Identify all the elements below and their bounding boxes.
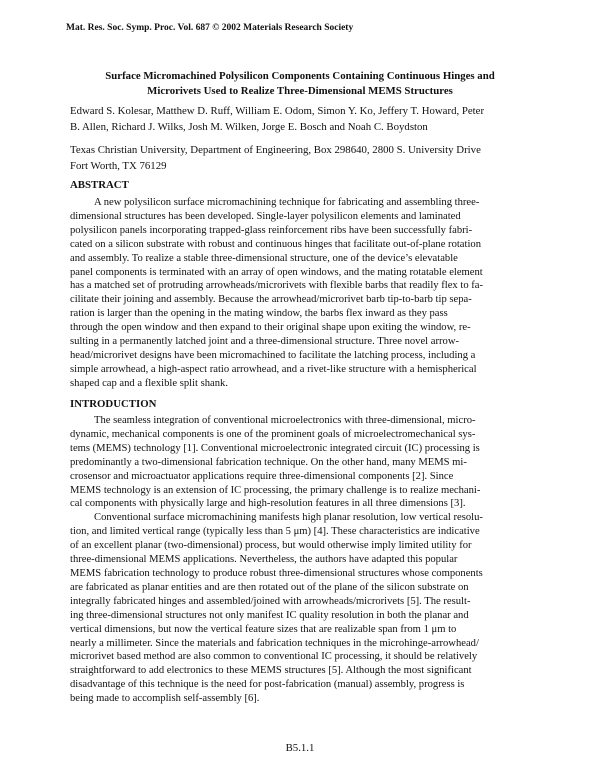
text-line: MEMS fabrication technology to produce robust three-dimensional structures whose components	[70, 567, 483, 579]
abstract-body	[70, 196, 534, 391]
affiliation-line: Fort Worth, TX 76129	[70, 159, 167, 172]
text-line: Conventional surface micromachining manifests high planar resolution, low vertical resolu-	[94, 512, 483, 524]
text-line: of an excellent planar (two-dimensional) process, but would otherwise imply limited utility for	[70, 540, 472, 552]
introduction-heading: INTRODUCTION	[70, 398, 157, 410]
text-line: The seamless integration of conventional microelectronics with three-dimensional, micro-	[94, 415, 476, 426]
page-number: B5.1.1	[285, 742, 315, 754]
text-line: A new polysilicon surface micromachining technique for fabricating and assembling three-	[94, 197, 480, 208]
text-line: vertical dimensions, but now the vertical feature sizes that are realizable span from 1 μm to	[70, 623, 457, 635]
text-line: ration is larger than the opening in the mating window, the barbs flex inward as they pass	[70, 308, 448, 320]
title-line: Microrivets Used to Realize Three-Dimensional MEMS Structures	[147, 84, 453, 97]
author-list	[70, 104, 530, 135]
text-line: are fabricated as planar entities and are then rotated out of the plane of the silicon substrate on	[70, 581, 469, 593]
text-line: panel components is terminated with an array of open windows, and the mating rotatable element	[70, 266, 483, 278]
text-line: crosensor and microactuator applications require three-dimensional components [2]. Since	[70, 470, 454, 482]
text-line: sulting in a permanently latched joint and a three-dimensional structure. Three novel arrow-	[70, 336, 459, 348]
text-line: nearly a millimeter. Since the materials and fabrication techniques in the microhinge-arrowhead/	[70, 637, 479, 649]
text-line: shaped cap and a flexible split shank.	[70, 377, 228, 389]
text-line: cated on a silicon substrate with robust and continuous hinges that facilitate out-of-plane rotation	[70, 238, 481, 250]
text-line: cilitate their joining and assembly. Because the arrowhead/microrivet barb tip-to-barb tip sepa-	[70, 294, 472, 306]
author-line: B. Allen, Richard J. Wilks, Josh M. Wilken, Jorge E. Bosch and Noah C. Boydston	[70, 120, 428, 133]
text-line: predominantly a two-dimensional fabrication technique. On the other hand, many MEMS mi-	[70, 456, 467, 468]
text-line: integrally fabricated hinges and assembled/joined with arrowheads/microrivets [5]. The result-	[70, 595, 471, 607]
text-line: polysilicon panels incorporating trapped-glass reinforcement ribs have been successfully fabri-	[70, 224, 473, 236]
affiliation-line: Texas Christian University, Department of Engineering, Box 298640, 2800 S. University Drive	[70, 144, 481, 156]
text-line: three-dimensional MEMS applications. Nevertheless, the authors have adapted this popular	[70, 554, 458, 566]
text-line: dynamic, mechanical components is one of the prominent goals of microelectromechanical sys-	[70, 428, 476, 440]
author-line: Edward S. Kolesar, Matthew D. Ruff, William E. Odom, Simon Y. Ko, Jeffery T. Howard, Peter	[70, 105, 485, 117]
title-line: Surface Micromachined Polysilicon Components Containing Continuous Hinges and	[105, 70, 495, 82]
text-line: straightforward to add electronics to these MEMS structures [5]. Although the most significant	[70, 665, 472, 677]
text-line: has a matched set of protruding arrowheads/microrivets with flexible barbs that readily flex to fa-	[70, 280, 484, 292]
text-line: tems (MEMS) technology [1]. Conventional microelectronic integrated circuit (IC) processing is	[70, 442, 480, 454]
text-line: through the open window and then expand to their original shape upon exiting the window, re-	[70, 322, 471, 334]
text-line: and assembly. To realize a stable three-dimensional structure, one of the device’s elevatable	[70, 252, 458, 264]
text-line: microrivet based method are also common to conventional IC processing, it should be relatively	[70, 651, 478, 663]
running-head: Mat. Res. Soc. Symp. Proc. Vol. 687 © 2002 Materials Research Society	[66, 23, 354, 33]
text-line: being made to accomplish self-assembly [6].	[70, 693, 260, 705]
text-line: simple arrowhead, a high-aspect ratio arrowhead, and a rivet-like structure with a hemispherical	[70, 363, 477, 375]
text-line: ing three-dimensional structures not only manifest IC quality resolution in both the planar and	[70, 609, 469, 621]
text-line: disadvantage of this technique is the need for post-fabrication (manual) assembly, progress is	[70, 679, 465, 691]
affiliation	[70, 143, 530, 174]
paper-title	[70, 69, 530, 98]
abstract-heading: ABSTRACT	[70, 179, 129, 191]
introduction-body	[70, 414, 534, 706]
text-line: dimensional structures has been developed. Single-layer polysilicon elements and laminated	[70, 210, 461, 222]
text-line: tion, and limited vertical range (typically less than 5 μm) [4]. These characteristics are indicative	[70, 526, 480, 538]
text-line: head/microrivet designs have been micromachined to facilitate the latching process, including a	[70, 349, 476, 361]
text-line: MEMS technology is an extension of IC processing, the primary challenge is to realize mechani-	[70, 484, 481, 496]
text-line: cal components with physically large and high-resolution features in all three dimensions [3].	[70, 498, 466, 510]
